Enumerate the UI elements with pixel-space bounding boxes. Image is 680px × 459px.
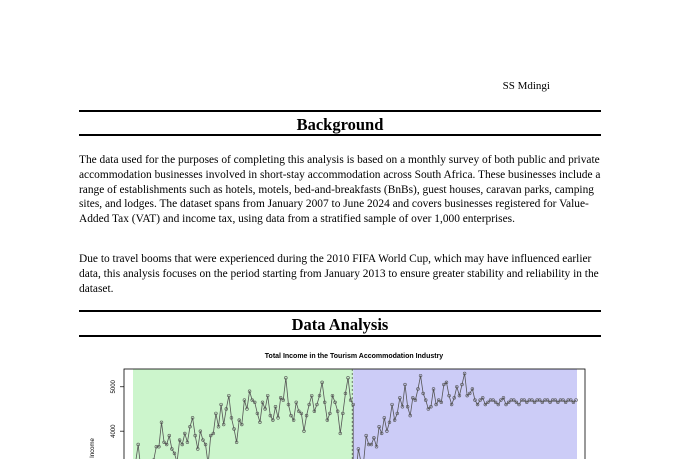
y-axis-label: Income <box>90 438 96 458</box>
paragraph-background-2: Due to travel booms that were experienced during the 2010 FIFA World Cup, which may have influenced earlier data, this analysis focuses on the period starting from January 2013 to ensure greater stability and reliability in the dataset. <box>79 253 599 295</box>
section-title-analysis: Data Analysis <box>291 315 389 334</box>
y-tick-label-5000: 5000 <box>111 380 117 394</box>
author-name: SS Mdingi <box>502 80 550 92</box>
paragraph-background-1: The data used for the purposes of completing this analysis is based on a monthly survey of both public and private accommodation businesses involved in short-stay accommodation across South Africa. These businesses include a range of establishments such as hotels, motels, bed-and-breakfasts (BnBs), guest houses, caravan parks, camping sites, and lodges. The dataset spans from January 2007 to June 2024 and covers businesses registered for Value-Added Tax (VAT) and income tax, using data from a stratified sample of over 1,000 enterprises. <box>79 154 601 226</box>
region-post <box>353 369 577 459</box>
chart-title: Total Income in the Tourism Accommodation Industry <box>264 353 444 360</box>
y-tick-label-4000: 4000 <box>111 424 117 438</box>
section-title-background: Background <box>296 115 384 134</box>
